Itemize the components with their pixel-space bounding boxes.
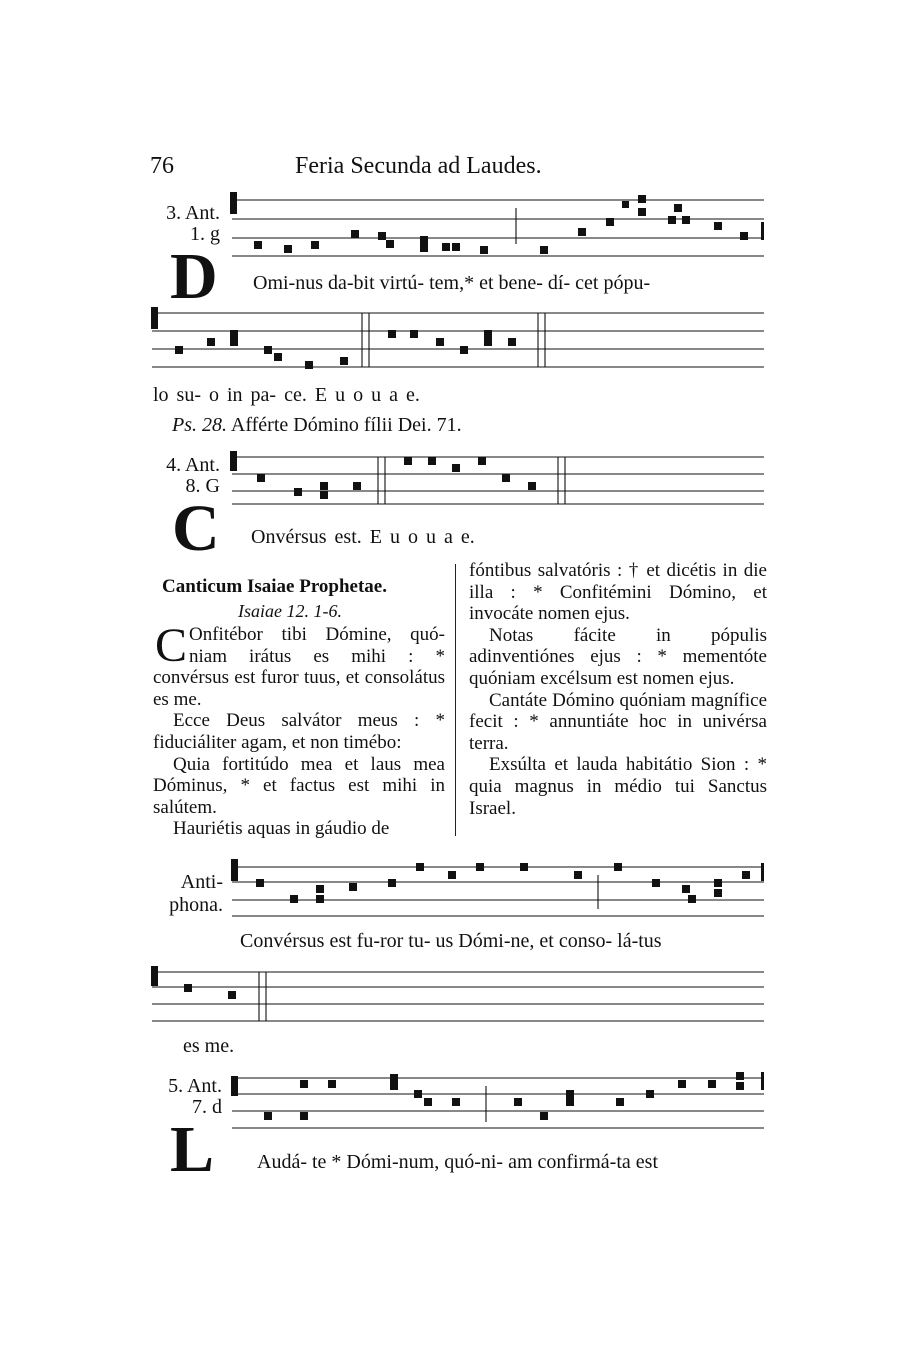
staff-antiphona-line2 [150,963,768,1025]
lyrics-line: Onvérsus est. E u o u a e. [251,526,475,548]
initial-letter: L [170,1113,215,1186]
antiphona-label [169,871,223,917]
antiphon-mode: 1. g [190,223,220,245]
page-title: Feria Secunda ad Laudes. [295,153,542,179]
page-number: 76 [150,153,174,179]
psalm-number: Ps. 28. [172,414,227,436]
verse: Exsúlta et lauda habitátio Sion : * quia magnus in médio tui Sanctus Israel. [469,754,767,819]
psalm-incipit: Afférte Dómino fílii Dei. 71. [230,414,462,436]
mode-label-ant5 [168,1076,222,1118]
canticle-left-column [153,619,445,840]
mode-label-ant4 [166,455,220,497]
verse: Ecce Deus salvátor meus : * fiduciáliter agam, et non timébo: [153,710,445,753]
lyrics-line: Omi-nus da-bit virtú- tem,* et bene- dí- cet pópu- [253,272,651,294]
verse: Cantáte Dómino quóniam magnífice fecit : * annuntiáte hoc in univérsa terra. [469,689,767,754]
verse: Notas fácite in pópulis adinventiónes ejus : * mementóte quóniam excélsum est nomen ejus. [469,624,767,689]
canticle-source: Isaiae 12. 1-6. [238,601,342,621]
label-line: phona. [169,894,223,916]
neumes [230,192,764,254]
verse: Quia fortitúdo mea et laus mea Dóminus, * et factus est mihi in salútem. [153,753,445,818]
staff-antiphona-line1 [228,855,768,921]
label-line: Anti- [180,871,223,893]
lyrics-line: lo su- o in pa- ce. E u o u a e. [153,384,420,406]
antiphon-number: 3. Ant. [166,202,220,224]
lyrics-line: Convérsus est fu-ror tu- us Dómi-ne, et conso- lá-tus [240,930,662,952]
mode-label-ant3 [166,203,220,245]
column-divider [455,564,456,836]
initial-letter: D [170,240,218,313]
staff-ant5 [228,1066,768,1136]
lyrics-line: es me. [183,1035,235,1057]
antiphon-number: 4. Ant. [166,454,220,476]
staff-ant3-line2 [150,305,768,375]
verse-line: Onfitébor tibi Dómine, quó- [189,624,445,645]
psalm-reference [172,414,462,437]
verse-line: niam irátus es mihi : * [189,645,445,667]
staff-ant4 [228,448,768,508]
canticle-right-column [469,560,767,819]
initial-letter: C [172,492,220,565]
verse: convérsus est furor tuus, et consolátus es me. [153,667,445,710]
antiphon-mode: 7. d [192,1096,222,1118]
canticle-title: Canticum Isaiae Prophetae. [162,576,387,597]
antiphon-mode: 8. G [185,475,220,497]
staff-ant3-line1 [228,188,768,258]
lyrics-line: Audá- te * Dómi-num, quó-ni- am confirmá-ta est [257,1151,658,1173]
verse: Hauriétis aquas in gáudio de [173,818,390,840]
verse: fóntibus salvatóris : † et dicétis in die illa : * Confitémini Dómino, et invocáte nomen ejus. [469,560,767,625]
antiphon-number: 5. Ant. [168,1075,222,1097]
initial-letter: C [155,619,188,672]
